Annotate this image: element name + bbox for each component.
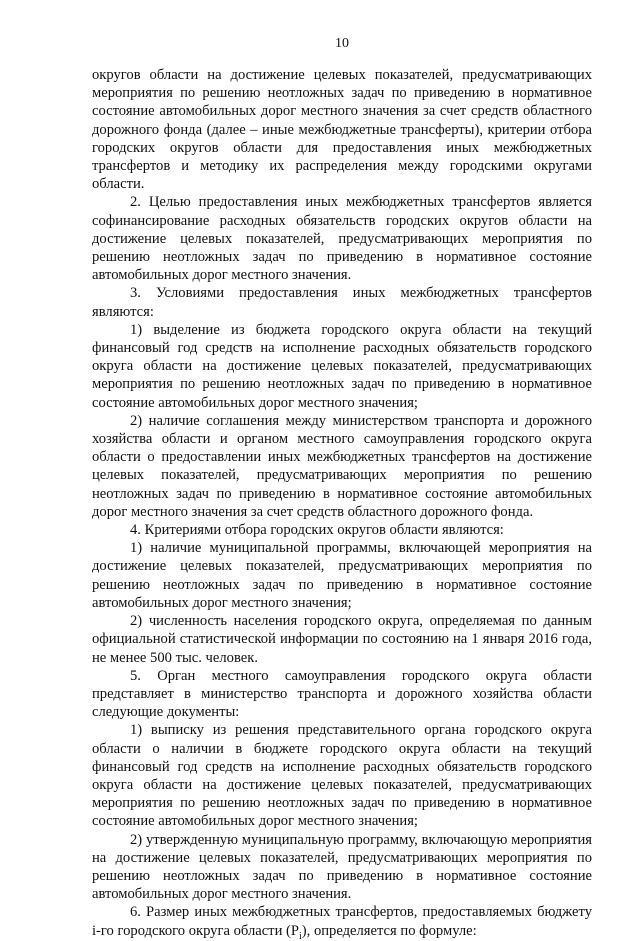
paragraph-item-5-1: 1) выписку из решения представительного органа городского округа области о наличии в бюджете городского округа области на текущий финансовый год средств на исполнение расходных обязательств городского округа области на достижение целевых показателей, предусматривающих мероприятия по решению неотложных задач по приведению в нормативное состояние автомобильных дорог местного значения;	[92, 722, 592, 830]
paragraph-item-4-2: 2) численность населения городского округа, определяемая по данным официальной статистической информации по состоянию на 1 января 2016 года, не менее 500 тыс. человек.	[92, 613, 592, 666]
paragraph-item-4: 4. Критериями отбора городских округов области являются:	[130, 522, 504, 539]
paragraph-item-4-1: 1) наличие муниципальной программы, включающей мероприятия на достижение целевых показателей, предусматривающих мероприятия по решению неотложных задач по приведению в нормативное состояние автомобильных дорог местного значения;	[92, 540, 592, 611]
paragraph-continuation: округов области на достижение целевых показателей, предусматривающих мероприятия по решению неотложных задач по приведению в нормативное состояние автомобильных дорог местного значения за счет средств областного дорожного фонда (далее – иные межбюджетные трансферты), критерии отбора городских округов области для предоставления иных межбюджетных трансфертов и методику их распределения между городскими округами области.	[92, 67, 592, 193]
document-body	[92, 66, 592, 940]
paragraph-item-3: 3. Условиями предоставления иных межбюджетных трансфертов являются:	[92, 285, 592, 320]
formula-subscript: i	[299, 930, 302, 941]
paragraph-item-6-text: 6. Размер иных межбюджетных трансфертов, предоставляемых бюджету i-го городского округа области (P	[92, 904, 592, 939]
paragraph-item-2: 2. Целью предоставления иных межбюджетных трансфертов является софинансирование расходных обязательств городских округов области на достижение целевых показателей, предусматривающих мероприятия по решению неотложных задач по приведению в нормативное состояние автомобильных дорог местного значения.	[92, 194, 592, 284]
paragraph-item-5: 5. Орган местного самоуправления городского округа области представляет в министерство транспорта и дорожного хозяйства области следующие документы:	[92, 667, 592, 721]
paragraph-item-6	[92, 903, 592, 939]
paragraph-item-5-2: 2) утвержденную муниципальную программу, включающую мероприятия на достижение целевых показателей, предусматривающих мероприятия по решению неотложных задач по приведению в нормативное состояние автомобильных дорог местного значения.	[92, 831, 592, 903]
paragraph-item-6-tail: ), определяется по формуле:	[301, 922, 477, 939]
page-number: 10	[335, 36, 349, 51]
paragraph-item-3-1: 1) выделение из бюджета городского округа области на текущий финансовый год средств на исполнение расходных обязательств городского округа области на достижение целевых показателей, предусматривающих мероприятия по решению неотложных задач по приведению в нормативное состояние автомобильных дорог местного значения;	[92, 321, 592, 411]
paragraph-item-3-2: 2) наличие соглашения между министерством транспорта и дорожного хозяйства области и органом местного самоуправления городского округа области о предоставлении иных межбюджетных трансфертов на достижение целевых показателей, предусматривающих мероприятия по решению неотложных задач по приведению в нормативное состояние автомобильных дорог местного значения за счет средств областного дорожного фонда.	[92, 412, 592, 520]
